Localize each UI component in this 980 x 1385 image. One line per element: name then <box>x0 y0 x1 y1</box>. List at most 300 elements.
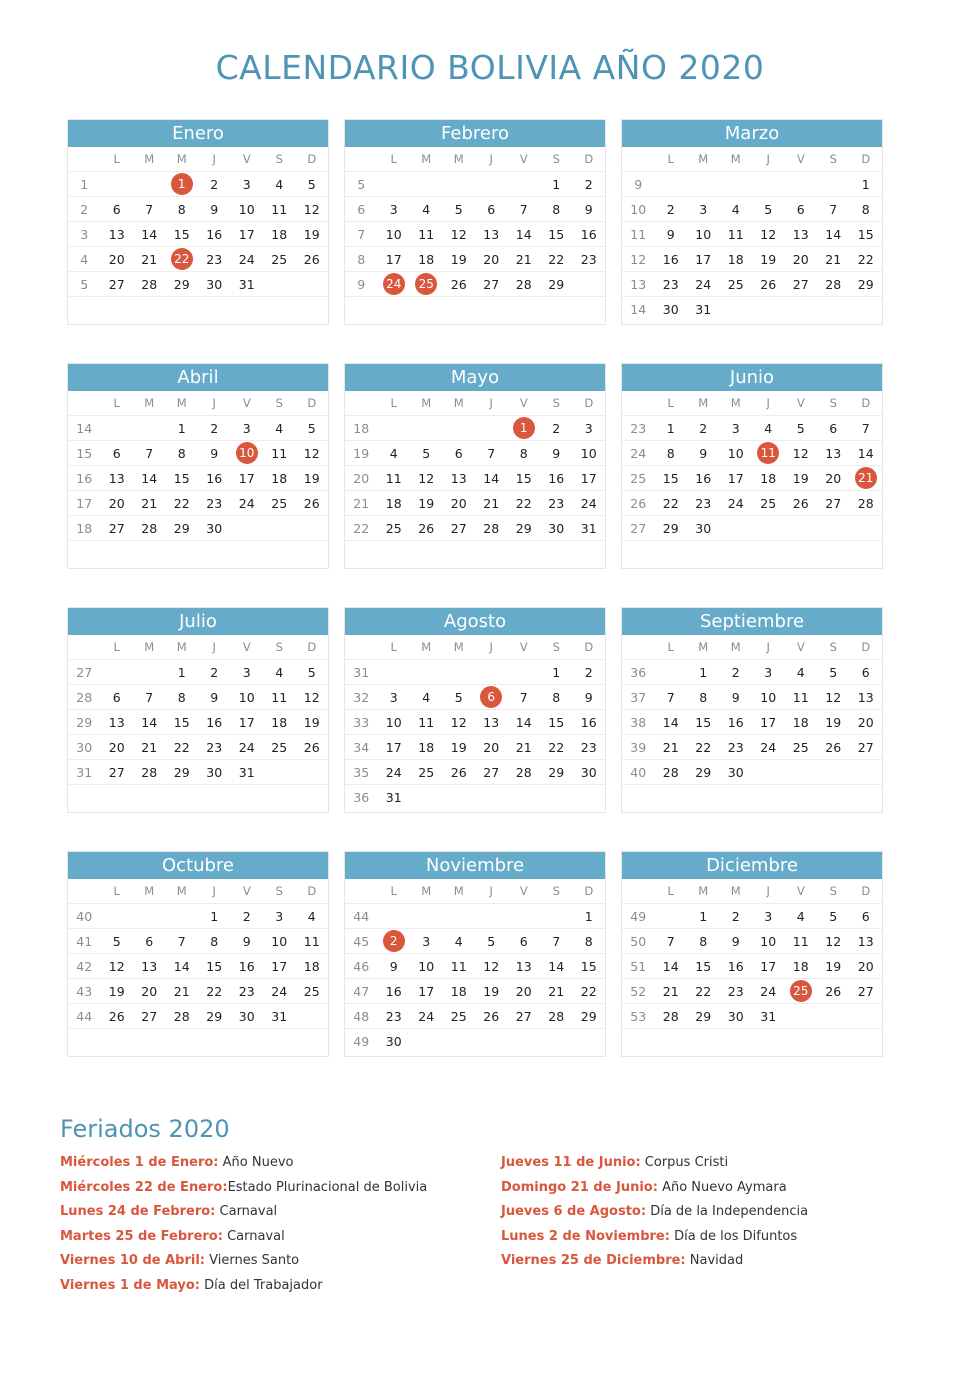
day-cell <box>296 760 329 784</box>
week-number: 37 <box>630 689 647 705</box>
week-row <box>622 491 882 516</box>
day-cell: 4 <box>764 420 773 436</box>
day-cell: 25 <box>418 764 435 780</box>
holiday-date: Miércoles 22 de Enero: <box>60 1179 228 1195</box>
day-cell <box>133 541 166 566</box>
day-cell <box>850 1029 883 1054</box>
week-number <box>68 1029 101 1054</box>
day-cell: 27 <box>857 739 874 755</box>
day-cell <box>410 785 443 810</box>
holiday-name: Navidad <box>685 1253 744 1269</box>
day-cell: 15 <box>695 714 712 730</box>
day-cell <box>231 1029 264 1054</box>
weekday-label: L <box>390 396 397 410</box>
day-cell: 14 <box>662 958 679 974</box>
holiday-date: Lunes 2 de Noviembre: <box>501 1228 670 1244</box>
week-number-header <box>345 391 378 415</box>
holiday-date: Jueves 6 de Agosto: <box>501 1204 647 1220</box>
holiday-day: 10 <box>236 442 258 464</box>
week-number: 49 <box>353 1034 370 1049</box>
day-cell <box>785 541 818 566</box>
weekday-label: L <box>113 152 120 166</box>
day-cell: 2 <box>731 908 740 924</box>
day-cell: 16 <box>695 470 712 486</box>
weekday-label: J <box>766 152 770 166</box>
day-cell: 31 <box>580 520 597 536</box>
week-number: 26 <box>630 495 647 511</box>
day-cell: 20 <box>857 714 874 730</box>
day-cell <box>475 1029 508 1054</box>
day-cell: 19 <box>825 714 842 730</box>
day-cell <box>101 660 134 684</box>
day-cell: 18 <box>271 470 288 486</box>
day-cell: 31 <box>238 276 255 292</box>
weekday-label: V <box>519 396 528 410</box>
day-cell: 16 <box>727 958 744 974</box>
day-cell: 2 <box>210 420 219 436</box>
day-cell: 28 <box>548 1008 565 1024</box>
week-number: 21 <box>353 495 370 511</box>
day-cell: 5 <box>487 933 496 949</box>
week-number: 7 <box>357 226 366 242</box>
week-row <box>345 979 605 1004</box>
week-number-header <box>345 635 378 659</box>
week-number: 38 <box>630 714 647 730</box>
day-cell: 8 <box>552 689 561 705</box>
day-cell: 11 <box>303 933 320 949</box>
day-cell: 13 <box>825 445 842 461</box>
day-cell: 23 <box>548 495 565 511</box>
day-cell: 22 <box>695 983 712 999</box>
day-cell <box>475 685 508 709</box>
day-cell <box>133 785 166 810</box>
day-cell: 22 <box>857 251 874 267</box>
day-cell: 28 <box>141 764 158 780</box>
day-cell <box>850 1004 883 1028</box>
day-cell: 13 <box>450 470 467 486</box>
day-cell: 7 <box>177 933 186 949</box>
day-cell: 26 <box>303 495 320 511</box>
week-number: 14 <box>630 302 647 317</box>
day-cell: 30 <box>206 764 223 780</box>
day-cell: 16 <box>580 714 597 730</box>
week-number: 20 <box>353 470 370 486</box>
weekday-label: M <box>144 396 155 410</box>
day-cell: 24 <box>580 495 597 511</box>
day-cell: 14 <box>825 226 842 242</box>
holiday-day: 1 <box>171 173 193 195</box>
day-cell: 1 <box>177 664 186 680</box>
day-cell <box>166 904 199 928</box>
day-cell: 3 <box>389 201 398 217</box>
day-cell: 1 <box>552 176 561 192</box>
week-row <box>345 466 605 491</box>
day-cell <box>410 172 443 196</box>
week-row <box>622 660 882 685</box>
day-cell: 9 <box>584 201 593 217</box>
weekday-label: M <box>698 640 709 654</box>
holiday-item <box>501 1153 808 1178</box>
day-cell: 4 <box>275 176 284 192</box>
holiday-day: 2 <box>383 930 405 952</box>
day-cell: 13 <box>108 714 125 730</box>
week-number <box>68 297 101 322</box>
weekday-label: M <box>698 396 709 410</box>
weekday-label: S <box>275 640 283 654</box>
day-cell: 29 <box>173 520 190 536</box>
holiday-date: Jueves 11 de Junio: <box>501 1155 641 1170</box>
day-cell: 27 <box>792 276 809 292</box>
day-cell: 8 <box>177 689 186 705</box>
day-cell: 4 <box>422 201 431 217</box>
day-cell: 8 <box>666 445 675 461</box>
week-number: 48 <box>353 1008 370 1024</box>
holiday-date: Miércoles 1 de Enero: <box>60 1155 219 1170</box>
holiday-item <box>501 1227 808 1252</box>
day-cell: 5 <box>307 420 316 436</box>
week-number-header <box>68 391 101 415</box>
weekday-label: M <box>453 396 464 410</box>
day-cell: 13 <box>108 470 125 486</box>
day-cell: 23 <box>695 495 712 511</box>
day-cell: 24 <box>238 739 255 755</box>
day-cell: 21 <box>548 983 565 999</box>
week-row <box>345 904 605 929</box>
day-cell: 16 <box>206 470 223 486</box>
day-cell <box>785 979 818 1003</box>
weekday-label: J <box>766 396 770 410</box>
day-cell: 10 <box>418 958 435 974</box>
day-cell: 7 <box>487 445 496 461</box>
weekday-label: M <box>698 884 709 898</box>
weekday-label: M <box>421 640 432 654</box>
day-cell: 13 <box>792 226 809 242</box>
holiday-date: Domingo 21 de Junio: <box>501 1179 658 1195</box>
weekday-label: L <box>390 884 397 898</box>
day-cell: 14 <box>141 470 158 486</box>
day-cell <box>198 541 231 566</box>
day-cell: 20 <box>108 251 125 267</box>
day-cell <box>378 541 411 566</box>
week-number: 13 <box>630 276 647 292</box>
day-cell: 20 <box>483 739 500 755</box>
weekday-label: V <box>796 640 805 654</box>
month-header: Septiembre <box>622 608 882 635</box>
week-number: 5 <box>357 176 366 192</box>
day-cell: 23 <box>206 739 223 755</box>
day-cell: 1 <box>552 664 561 680</box>
week-number: 24 <box>630 445 647 461</box>
weekday-label: L <box>667 396 674 410</box>
month-agosto <box>344 607 606 813</box>
month-header: Octubre <box>68 852 328 879</box>
day-cell: 27 <box>141 1008 158 1024</box>
day-cell: 11 <box>727 226 744 242</box>
day-cell: 12 <box>303 689 320 705</box>
day-cell: 11 <box>418 226 435 242</box>
day-cell: 16 <box>385 983 402 999</box>
week-number: 49 <box>630 908 647 924</box>
day-cell: 14 <box>141 226 158 242</box>
weekday-label: V <box>242 396 251 410</box>
weekday-label: S <box>552 640 560 654</box>
day-cell <box>263 272 296 296</box>
day-cell: 14 <box>548 958 565 974</box>
day-cell: 6 <box>454 445 463 461</box>
day-cell: 29 <box>515 520 532 536</box>
week-row <box>622 954 882 979</box>
weekday-label: D <box>861 152 871 166</box>
day-cell: 27 <box>825 495 842 511</box>
day-cell: 19 <box>760 251 777 267</box>
week-row <box>622 197 882 222</box>
holiday-item <box>60 1251 427 1276</box>
week-row <box>68 272 328 297</box>
day-cell <box>198 297 231 322</box>
day-cell <box>850 516 883 540</box>
weekday-label: M <box>698 152 709 166</box>
day-cell: 6 <box>829 420 838 436</box>
day-cell: 21 <box>662 983 679 999</box>
week-number: 15 <box>76 445 93 461</box>
week-number: 10 <box>630 201 647 217</box>
day-cell: 18 <box>792 958 809 974</box>
day-cell <box>508 297 541 322</box>
day-cell <box>378 297 411 322</box>
weekday-label: M <box>176 640 187 654</box>
week-number <box>622 541 655 566</box>
holiday-name: Corpus Cristi <box>640 1155 729 1170</box>
day-cell: 23 <box>662 276 679 292</box>
day-cell: 29 <box>173 764 190 780</box>
week-number: 51 <box>630 958 647 974</box>
day-cell <box>101 297 134 322</box>
week-row <box>345 222 605 247</box>
week-row <box>345 1029 605 1054</box>
day-cell: 29 <box>580 1008 597 1024</box>
weekday-label: M <box>421 396 432 410</box>
day-cell: 6 <box>112 201 121 217</box>
weekday-label: D <box>307 640 317 654</box>
weekday-label: J <box>212 884 216 898</box>
holiday-day: 22 <box>171 248 193 270</box>
week-row <box>345 929 605 954</box>
day-cell: 10 <box>238 689 255 705</box>
day-cell <box>166 541 199 566</box>
weekday-row <box>68 879 328 904</box>
day-cell <box>720 172 753 196</box>
week-row <box>622 247 882 272</box>
day-cell: 15 <box>173 714 190 730</box>
day-cell: 2 <box>552 420 561 436</box>
day-cell: 25 <box>760 495 777 511</box>
day-cell: 19 <box>450 739 467 755</box>
day-cell <box>443 297 476 322</box>
day-cell: 12 <box>108 958 125 974</box>
day-cell <box>263 785 296 810</box>
month-enero <box>67 119 329 325</box>
day-cell <box>508 785 541 810</box>
day-cell: 12 <box>483 958 500 974</box>
week-row <box>345 247 605 272</box>
day-cell <box>263 516 296 540</box>
weekday-label: L <box>113 640 120 654</box>
week-row <box>622 710 882 735</box>
day-cell: 14 <box>515 226 532 242</box>
weekday-label: M <box>730 884 741 898</box>
day-cell: 1 <box>666 420 675 436</box>
week-row <box>68 541 328 566</box>
holiday-name: Carnaval <box>215 1204 278 1220</box>
day-cell: 20 <box>515 983 532 999</box>
day-cell: 8 <box>584 933 593 949</box>
day-cell <box>101 904 134 928</box>
day-cell: 18 <box>271 226 288 242</box>
holiday-date: Viernes 1 de Mayo: <box>60 1277 200 1293</box>
day-cell <box>378 172 411 196</box>
day-cell: 26 <box>303 251 320 267</box>
day-cell: 2 <box>699 420 708 436</box>
week-number: 42 <box>76 958 93 974</box>
day-cell <box>850 466 883 490</box>
day-cell <box>443 1029 476 1054</box>
day-cell: 6 <box>861 664 870 680</box>
day-cell: 8 <box>861 201 870 217</box>
week-number: 41 <box>76 933 93 949</box>
week-number: 3 <box>80 226 89 242</box>
week-row <box>622 416 882 441</box>
week-row <box>68 416 328 441</box>
day-cell: 15 <box>206 958 223 974</box>
day-cell: 17 <box>695 251 712 267</box>
day-cell: 9 <box>210 689 219 705</box>
day-cell <box>850 297 883 322</box>
day-cell: 6 <box>112 689 121 705</box>
day-cell <box>720 516 753 540</box>
day-cell <box>231 541 264 566</box>
day-cell <box>198 1029 231 1054</box>
month-header: Noviembre <box>345 852 605 879</box>
weekday-label: V <box>796 884 805 898</box>
day-cell: 4 <box>796 908 805 924</box>
day-cell: 10 <box>695 226 712 242</box>
weekday-label: V <box>796 396 805 410</box>
week-row <box>622 1004 882 1029</box>
day-cell: 7 <box>145 201 154 217</box>
week-row <box>345 516 605 541</box>
week-number <box>68 785 101 810</box>
week-row <box>68 516 328 541</box>
day-cell: 28 <box>662 1008 679 1024</box>
week-row <box>622 466 882 491</box>
weekday-label: D <box>307 884 317 898</box>
week-row <box>622 685 882 710</box>
day-cell: 22 <box>515 495 532 511</box>
weekday-row <box>345 635 605 660</box>
day-cell: 2 <box>584 664 593 680</box>
day-cell: 29 <box>695 764 712 780</box>
week-number: 43 <box>76 983 93 999</box>
week-number: 17 <box>76 495 93 511</box>
day-cell <box>231 441 264 465</box>
day-cell: 28 <box>141 520 158 536</box>
holiday-name: Año Nuevo <box>218 1155 294 1170</box>
day-cell: 12 <box>450 714 467 730</box>
day-cell <box>410 272 443 296</box>
weekday-label: J <box>766 640 770 654</box>
day-cell: 8 <box>177 445 186 461</box>
day-cell <box>785 785 818 810</box>
day-cell <box>540 904 573 928</box>
day-cell: 3 <box>242 420 251 436</box>
week-number: 16 <box>76 470 93 486</box>
day-cell: 12 <box>760 226 777 242</box>
day-cell: 3 <box>764 908 773 924</box>
day-cell: 17 <box>760 958 777 974</box>
day-cell <box>475 785 508 810</box>
day-cell: 3 <box>389 689 398 705</box>
week-number <box>68 541 101 566</box>
day-cell <box>720 541 753 566</box>
day-cell <box>817 1004 850 1028</box>
day-cell: 12 <box>825 689 842 705</box>
day-cell: 13 <box>857 689 874 705</box>
holiday-item <box>501 1251 808 1276</box>
week-row <box>622 929 882 954</box>
day-cell: 10 <box>385 714 402 730</box>
day-cell: 13 <box>857 933 874 949</box>
day-cell <box>378 416 411 440</box>
week-number: 53 <box>630 1008 647 1024</box>
day-cell: 3 <box>699 201 708 217</box>
holiday-name: Día de los Difuntos <box>669 1228 798 1244</box>
day-cell: 15 <box>173 470 190 486</box>
day-cell: 26 <box>450 764 467 780</box>
weekday-label: M <box>730 152 741 166</box>
weekday-label: M <box>421 152 432 166</box>
day-cell <box>687 541 720 566</box>
day-cell <box>475 660 508 684</box>
day-cell <box>752 785 785 810</box>
day-cell <box>817 297 850 322</box>
day-cell <box>443 172 476 196</box>
day-cell: 3 <box>584 420 593 436</box>
day-cell <box>296 785 329 810</box>
day-cell <box>785 172 818 196</box>
day-cell: 23 <box>727 983 744 999</box>
day-cell <box>133 1029 166 1054</box>
day-cell: 30 <box>206 520 223 536</box>
week-row <box>68 954 328 979</box>
weekday-label: J <box>489 884 493 898</box>
weekday-label: M <box>176 152 187 166</box>
day-cell: 17 <box>418 983 435 999</box>
week-number: 5 <box>80 276 89 292</box>
day-cell: 28 <box>173 1008 190 1024</box>
weekday-label: V <box>519 152 528 166</box>
week-number: 30 <box>76 739 93 755</box>
week-number <box>622 785 655 810</box>
day-cell <box>752 172 785 196</box>
weekday-label: L <box>113 884 120 898</box>
week-number <box>345 541 378 566</box>
day-cell: 7 <box>666 689 675 705</box>
weekday-label: D <box>584 396 594 410</box>
holiday-item <box>501 1178 808 1203</box>
day-cell: 4 <box>389 445 398 461</box>
weekday-label: D <box>584 152 594 166</box>
month-header: Mayo <box>345 364 605 391</box>
